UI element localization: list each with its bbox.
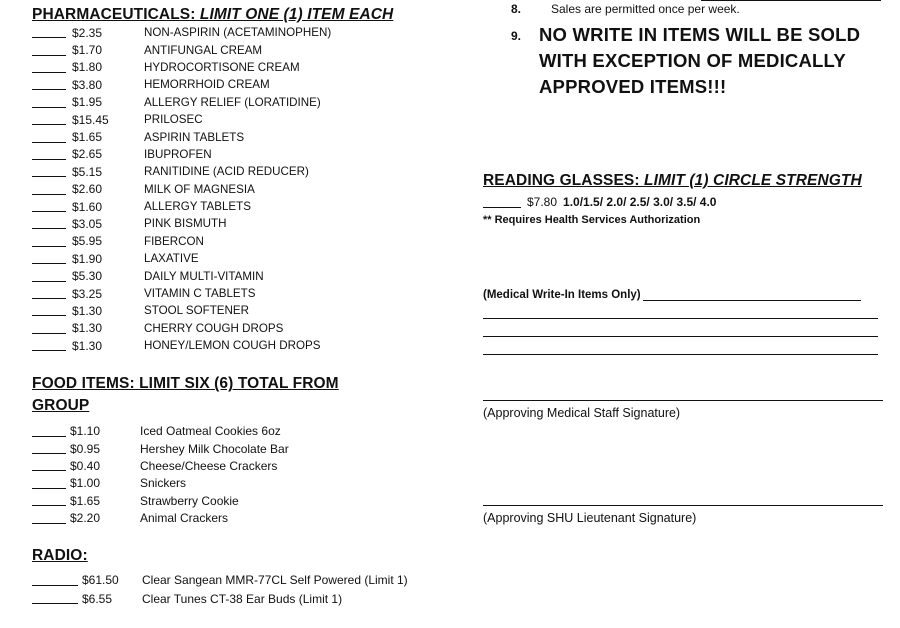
item-price: $1.30	[72, 338, 103, 353]
item-price: $2.65	[72, 147, 103, 162]
quantity-blank[interactable]	[32, 166, 66, 177]
item-name: HONEY/LEMON COUGH DROPS	[144, 339, 321, 353]
item-price: $5.95	[72, 234, 103, 249]
list-item	[32, 24, 452, 41]
rule-9-number: 9.	[511, 29, 522, 43]
item-name: Clear Sangean MMR-77CL Self Powered (Limit 1)	[142, 573, 408, 588]
reading-glasses-title: READING GLASSES:	[483, 172, 645, 189]
rule-9-line1: NO WRITE IN ITEMS WILL BE SOLD	[539, 24, 861, 45]
quantity-blank[interactable]	[32, 323, 66, 334]
medical-write-in-line[interactable]	[643, 288, 861, 301]
item-name: CHERRY COUGH DROPS	[144, 321, 284, 335]
quantity-blank[interactable]	[32, 45, 66, 56]
item-price: $2.35	[72, 25, 103, 40]
item-name: Animal Crackers	[140, 511, 229, 526]
item-price: $1.65	[72, 130, 103, 145]
item-price: $1.30	[72, 321, 103, 336]
medical-write-in-label: (Medical Write-In Items Only)	[483, 289, 641, 301]
rule-8-text: Sales are permitted once per week.	[551, 2, 740, 16]
lieutenant-signature-label: (Approving SHU Lieutenant Signature)	[483, 511, 697, 525]
health-services-note: ** Requires Health Services Authorization	[483, 214, 701, 226]
lieutenant-signature-block	[483, 505, 883, 525]
item-name: VITAMIN C TABLETS	[144, 287, 256, 301]
radio-list	[32, 571, 452, 608]
item-price: $1.70	[72, 43, 103, 58]
item-name: Snickers	[140, 476, 187, 491]
item-price: $1.80	[72, 60, 103, 75]
list-item	[32, 76, 452, 93]
quantity-blank[interactable]	[32, 460, 66, 471]
quantity-blank[interactable]	[32, 305, 66, 316]
reading-glasses-heading	[483, 172, 883, 190]
item-price: $1.90	[72, 251, 103, 266]
quantity-blank[interactable]	[32, 288, 66, 299]
item-price: $2.20	[70, 511, 101, 526]
quantity-blank[interactable]	[32, 79, 66, 90]
food-title-line2: GROUP	[32, 397, 90, 415]
item-name: MILK OF MAGNESIA	[144, 182, 255, 196]
item-name: PRILOSEC	[144, 113, 203, 127]
medical-signature-block	[483, 400, 883, 420]
pharmaceuticals-heading	[32, 6, 452, 24]
food-title-line1: FOOD ITEMS: LIMIT SIX (6) TOTAL FROM	[32, 375, 339, 393]
item-price: $1.00	[70, 476, 101, 491]
item-price: $3.25	[72, 286, 103, 301]
quantity-blank[interactable]	[32, 478, 66, 489]
quantity-blank[interactable]	[32, 97, 66, 108]
list-item	[32, 492, 452, 509]
pharmaceuticals-limit: LIMIT ONE (1) ITEM EACH	[199, 6, 394, 23]
item-price: $0.95	[70, 441, 101, 456]
quantity-blank[interactable]	[32, 593, 78, 604]
medical-write-in-line[interactable]	[483, 319, 878, 337]
list-item	[32, 94, 452, 111]
list-item	[32, 111, 452, 128]
item-name: STOOL SOFTENER	[144, 304, 250, 318]
item-name: HEMORRHOID CREAM	[144, 78, 270, 92]
rule-9-line2: WITH EXCEPTION OF MEDICALLY	[539, 50, 846, 71]
item-name: DAILY MULTI-VITAMIN	[144, 269, 264, 283]
item-price: $15.45	[72, 112, 109, 127]
item-price: $1.95	[72, 95, 103, 110]
quantity-blank[interactable]	[32, 236, 66, 247]
item-price: $2.60	[72, 182, 103, 197]
food-list	[32, 422, 452, 526]
list-item	[32, 509, 452, 526]
item-price: $1.30	[72, 303, 103, 318]
item-name: Cheese/Cheese Crackers	[140, 458, 278, 473]
left-column	[32, 6, 452, 608]
item-name: IBUPROFEN	[144, 147, 212, 161]
item-price: $1.65	[70, 493, 101, 508]
list-item	[32, 337, 452, 354]
rule-9-text	[539, 22, 860, 100]
list-item	[32, 302, 452, 319]
item-price: $5.30	[72, 269, 103, 284]
quantity-blank[interactable]	[32, 495, 66, 506]
medical-write-in-line[interactable]	[483, 301, 878, 319]
item-name: FIBERCON	[144, 234, 204, 248]
list-item	[32, 128, 452, 145]
item-name: ANTIFUNGAL CREAM	[144, 43, 263, 57]
quantity-blank[interactable]	[32, 271, 66, 282]
list-item	[32, 440, 452, 457]
item-name: PINK BISMUTH	[144, 217, 227, 231]
right-column	[483, 0, 883, 525]
rule-8	[483, 2, 883, 16]
radio-heading: RADIO:	[32, 546, 88, 564]
quantity-blank[interactable]	[483, 197, 521, 208]
list-item	[32, 198, 452, 215]
item-price: $3.80	[72, 77, 103, 92]
reading-glasses-row	[483, 195, 883, 209]
quantity-blank[interactable]	[32, 149, 66, 160]
item-price: $6.55	[82, 591, 113, 606]
rule-9-line3: APPROVED ITEMS!!!	[539, 76, 727, 97]
list-item	[32, 285, 452, 302]
pharmaceuticals-title: PHARMACEUTICALS:	[32, 6, 200, 23]
quantity-blank[interactable]	[32, 443, 66, 454]
list-item	[32, 422, 452, 439]
item-name: Hershey Milk Chocolate Bar	[140, 441, 289, 456]
quantity-blank[interactable]	[32, 62, 66, 73]
list-item	[32, 215, 452, 232]
quantity-blank[interactable]	[32, 426, 66, 437]
reading-glasses-limit: LIMIT (1) CIRCLE STRENGTH	[644, 172, 862, 189]
quantity-blank[interactable]	[32, 513, 66, 524]
quantity-blank[interactable]	[32, 201, 66, 212]
list-item	[32, 267, 452, 284]
list-item	[32, 233, 452, 250]
item-name: ALLERGY TABLETS	[144, 200, 251, 214]
item-name: RANITIDINE (ACID REDUCER)	[144, 165, 309, 179]
item-price: $1.10	[70, 424, 101, 439]
medical-write-in	[483, 288, 883, 301]
item-name: HYDROCORTISONE CREAM	[144, 60, 300, 74]
reading-glasses-price: $7.80	[527, 195, 558, 209]
rule-8-number: 8.	[511, 2, 522, 16]
top-divider	[701, 0, 881, 1]
medical-signature-line[interactable]	[483, 400, 883, 401]
item-name: Clear Tunes CT-38 Ear Buds (Limit 1)	[142, 591, 343, 606]
list-item	[32, 250, 452, 267]
list-item	[32, 571, 452, 590]
medical-write-in-line[interactable]	[483, 337, 878, 355]
item-price: $61.50	[82, 573, 119, 588]
quantity-blank[interactable]	[32, 340, 66, 351]
list-item	[32, 589, 452, 608]
quantity-blank[interactable]	[32, 253, 66, 264]
quantity-blank[interactable]	[32, 575, 78, 586]
list-item	[32, 59, 452, 76]
item-price: $1.60	[72, 199, 103, 214]
item-price: $0.40	[70, 458, 101, 473]
item-price: $5.15	[72, 164, 103, 179]
item-name: ALLERGY RELIEF (LORATIDINE)	[144, 95, 321, 109]
rule-9	[483, 22, 883, 100]
list-item	[32, 163, 452, 180]
list-item	[32, 475, 452, 492]
item-name: NON-ASPIRIN (ACETAMINOPHEN)	[144, 26, 332, 40]
pharmaceuticals-list	[32, 24, 452, 354]
item-name: LAXATIVE	[144, 252, 199, 266]
food-heading	[32, 373, 452, 417]
lieutenant-signature-line[interactable]	[483, 505, 883, 506]
item-name: Iced Oatmeal Cookies 6oz	[140, 424, 281, 439]
list-item	[32, 457, 452, 474]
quantity-blank[interactable]	[32, 132, 66, 143]
list-item	[32, 320, 452, 337]
list-item	[32, 181, 452, 198]
quantity-blank[interactable]	[32, 114, 66, 125]
quantity-blank[interactable]	[32, 218, 66, 229]
item-name: Strawberry Cookie	[140, 493, 239, 508]
quantity-blank[interactable]	[32, 184, 66, 195]
list-item	[32, 146, 452, 163]
medical-signature-label: (Approving Medical Staff Signature)	[483, 406, 681, 420]
item-price: $3.05	[72, 216, 103, 231]
reading-glasses-strengths[interactable]: 1.0/1.5/ 2.0/ 2.5/ 3.0/ 3.5/ 4.0	[563, 195, 717, 209]
list-item	[32, 41, 452, 58]
item-name: ASPIRIN TABLETS	[144, 130, 245, 144]
quantity-blank[interactable]	[32, 27, 66, 38]
